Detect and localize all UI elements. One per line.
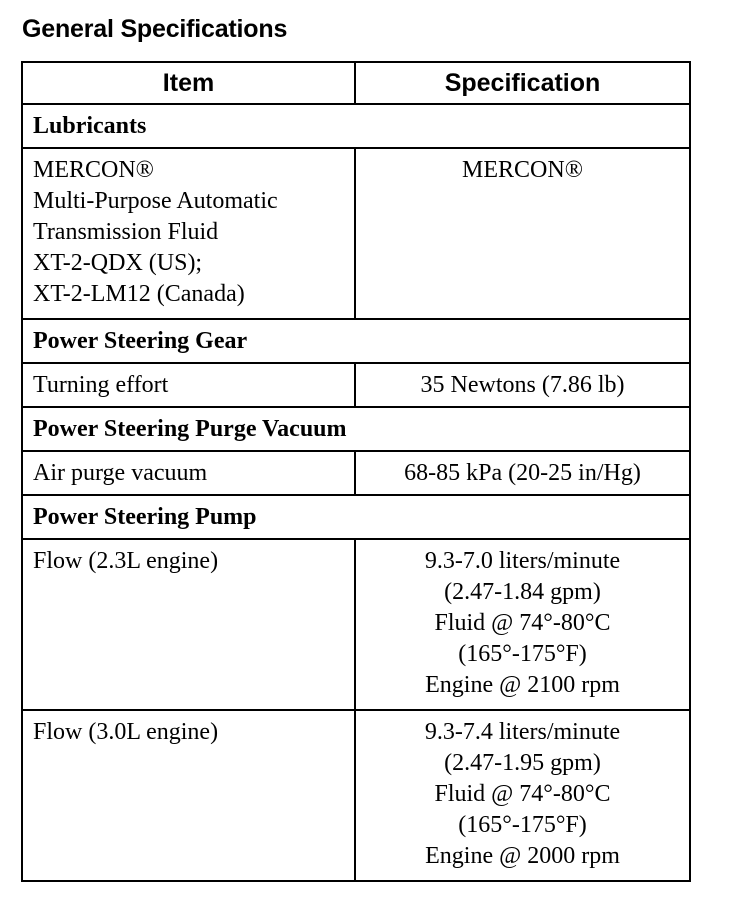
section-lubricants: Lubricants (22, 104, 690, 148)
table-header-row (22, 62, 690, 104)
section-power-steering-gear: Power Steering Gear (22, 319, 690, 363)
spec-cell (355, 148, 690, 319)
table-row (22, 363, 690, 407)
spec-text: (2.47-1.84 gpm) (444, 579, 601, 605)
spec-text: 35 Newtons (7.86 lb) (420, 371, 625, 398)
section-row (22, 319, 690, 363)
section-row (22, 104, 690, 148)
spec-text: Fluid @ 74°-80°C (434, 781, 611, 807)
spec-text: (2.47-1.95 gpm) (444, 750, 601, 776)
section-row (22, 495, 690, 539)
item-cell (22, 148, 355, 319)
section-row (22, 407, 690, 451)
item-cell (22, 363, 355, 407)
spec-text: 9.3-7.0 liters/minute (424, 548, 621, 574)
specifications-table (21, 61, 691, 882)
item-text: Multi-Purpose Automatic (33, 188, 278, 214)
spec-text: Engine @ 2000 rpm (425, 843, 620, 869)
specification-column-header: Specification (355, 62, 690, 104)
table-row (22, 451, 690, 495)
item-text: XT-2-QDX (US); (33, 250, 203, 276)
item-text: XT-2-LM12 (Canada) (33, 281, 245, 307)
section-power-steering-purge-vacuum: Power Steering Purge Vacuum (22, 407, 690, 451)
spec-text: 9.3-7.4 liters/minute (424, 719, 621, 745)
item-text: Flow (2.3L engine) (33, 548, 219, 574)
item-cell (22, 451, 355, 495)
table-row (22, 148, 690, 319)
spec-text: Fluid @ 74°-80°C (434, 610, 611, 636)
table-row (22, 710, 690, 881)
section-power-steering-pump: Power Steering Pump (22, 495, 690, 539)
spec-cell (355, 539, 690, 710)
item-column-header: Item (22, 62, 355, 104)
item-text: Transmission Fluid (33, 219, 219, 245)
item-text: Air purge vacuum (33, 459, 208, 486)
item-cell (22, 710, 355, 881)
spec-cell (355, 451, 690, 495)
spec-text: (165°-175°F) (458, 641, 587, 667)
spec-text: Engine @ 2100 rpm (425, 672, 620, 698)
item-text: MERCON® (33, 157, 154, 183)
spec-cell (355, 363, 690, 407)
spec-cell (355, 710, 690, 881)
table-row (22, 539, 690, 710)
spec-text: (165°-175°F) (458, 812, 587, 838)
item-text: Turning effort (33, 371, 169, 398)
item-cell (22, 539, 355, 710)
item-text: Flow (3.0L engine) (33, 719, 219, 745)
page-title: General Specifications (22, 15, 288, 43)
spec-text: MERCON® (462, 157, 583, 183)
spec-text: 68-85 kPa (20-25 in/Hg) (404, 459, 641, 486)
